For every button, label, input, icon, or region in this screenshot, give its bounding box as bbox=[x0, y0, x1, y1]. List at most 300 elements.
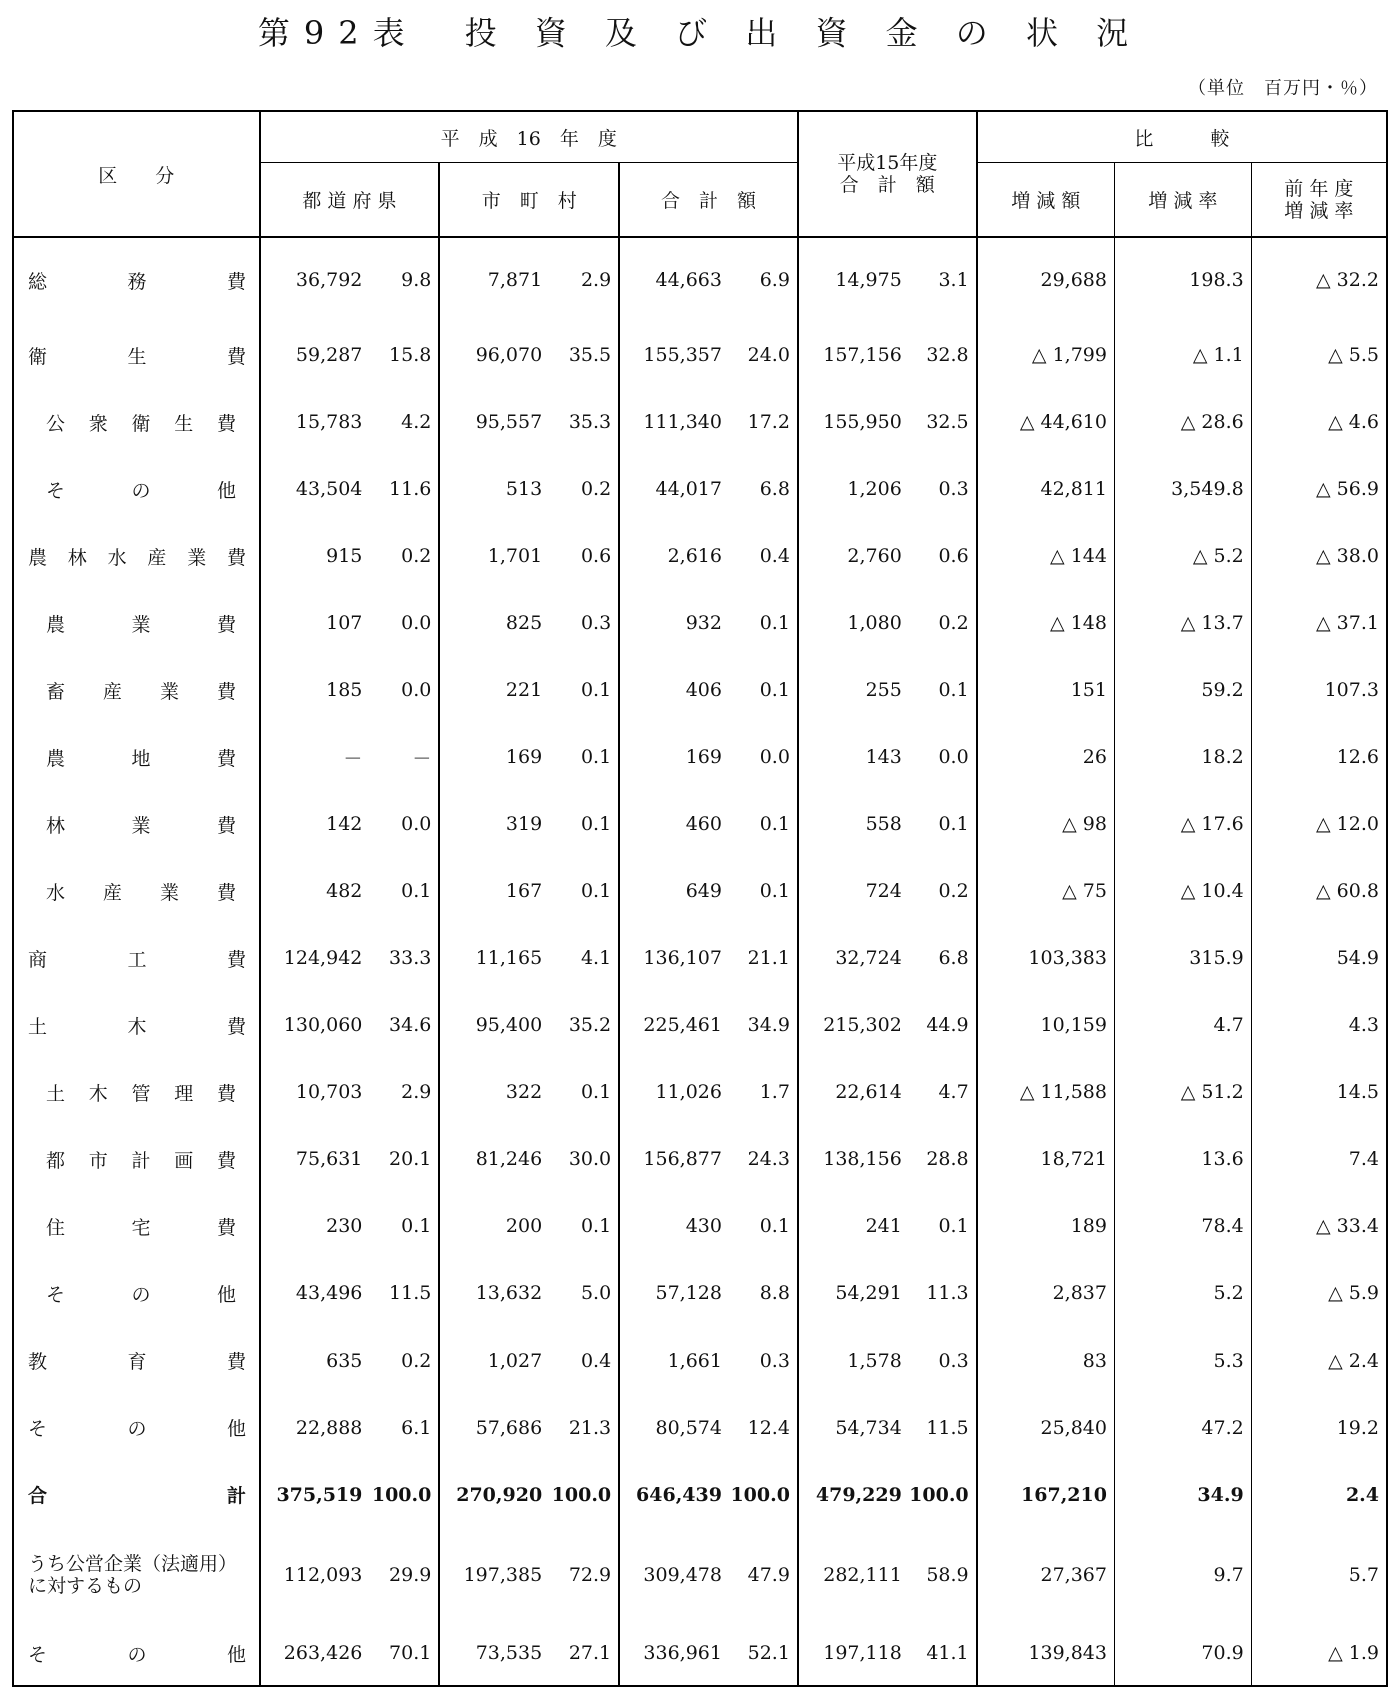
cell-pref-pct: 100.0 bbox=[369, 1461, 439, 1528]
cell-rate: 34.9 bbox=[1114, 1461, 1251, 1528]
cell-muni-pct: 5.0 bbox=[549, 1260, 619, 1327]
cell-total-pct: 0.1 bbox=[729, 791, 798, 858]
cell-total-pct: 0.3 bbox=[729, 1327, 798, 1394]
cell-fy15-pct: 28.8 bbox=[909, 1126, 977, 1193]
cell-pref-pct: 29.9 bbox=[369, 1528, 439, 1621]
row-label-text: 総 務 費 bbox=[28, 270, 246, 293]
cell-total: 111,340 bbox=[643, 411, 722, 434]
cell-muni-pct: 0.3 bbox=[549, 590, 619, 657]
cell-muni-pct: 0.4 bbox=[549, 1327, 619, 1394]
row-label bbox=[13, 523, 260, 590]
cell-muni-pct: 72.9 bbox=[549, 1528, 619, 1621]
cell-fy15: 724 bbox=[865, 880, 902, 903]
cell-total: 932 bbox=[685, 612, 722, 635]
cell-total-pct: 17.2 bbox=[729, 389, 798, 456]
cell-pref-pct: 20.1 bbox=[369, 1126, 439, 1193]
header-category: 区 分 bbox=[13, 111, 260, 237]
cell-pref-pct: 0.0 bbox=[369, 590, 439, 657]
cell-fy15-pct: 44.9 bbox=[909, 992, 977, 1059]
cell-pref: 124,942 bbox=[283, 947, 363, 970]
cell-pref-pct: 15.8 bbox=[369, 322, 439, 389]
cell-rate: 9.7 bbox=[1114, 1528, 1251, 1621]
cell-muni: 11,165 bbox=[475, 947, 543, 970]
header-change-rate: 増 減 率 bbox=[1114, 163, 1251, 238]
cell-total: 156,877 bbox=[643, 1148, 722, 1171]
cell-total: 406 bbox=[685, 679, 722, 702]
cell-muni: 96,070 bbox=[475, 344, 543, 367]
cell-prev: △ 5.5 bbox=[1251, 322, 1387, 389]
cell-total-pct: 0.1 bbox=[729, 590, 798, 657]
cell-diff: △ 1,799 bbox=[977, 322, 1115, 389]
cell-prev: 12.6 bbox=[1251, 724, 1387, 791]
cell-rate: 78.4 bbox=[1114, 1193, 1251, 1260]
cell-fy15: 241 bbox=[865, 1215, 902, 1238]
cell-rate: 315.9 bbox=[1114, 925, 1251, 992]
cell-diff: 2,837 bbox=[977, 1260, 1115, 1327]
cell-pref-pct: 0.1 bbox=[369, 1193, 439, 1260]
row-label-text: そ の 他 bbox=[28, 1643, 246, 1666]
cell-total: 44,017 bbox=[655, 478, 722, 501]
table-row bbox=[13, 992, 1387, 1059]
cell-total-pct: 21.1 bbox=[729, 925, 798, 992]
cell-muni-pct: 35.2 bbox=[549, 992, 619, 1059]
cell-muni: 1,027 bbox=[487, 1349, 543, 1372]
table-row bbox=[13, 1528, 1387, 1621]
cell-rate: △ 17.6 bbox=[1114, 791, 1251, 858]
row-label-text: 衛 生 費 bbox=[28, 345, 246, 368]
cell-total: 649 bbox=[685, 880, 722, 903]
row-label-text: 土 木 費 bbox=[28, 1015, 246, 1038]
cell-pref: 915 bbox=[326, 545, 363, 568]
cell-total: 336,961 bbox=[619, 1621, 729, 1686]
cell-fy15-pct: 0.2 bbox=[909, 590, 977, 657]
table-row bbox=[13, 322, 1387, 389]
header-prefecture: 都 道 府 県 bbox=[260, 163, 440, 238]
cell-muni-pct: 27.1 bbox=[549, 1621, 619, 1686]
cell-muni: 95,557 bbox=[475, 411, 543, 434]
cell-muni-pct: 0.1 bbox=[549, 1193, 619, 1260]
cell-prev: △ 33.4 bbox=[1251, 1193, 1387, 1260]
cell-rate: △ 28.6 bbox=[1114, 389, 1251, 456]
cell-pref-pct: 0.2 bbox=[369, 1327, 439, 1394]
cell-pref: 10,703 bbox=[295, 1081, 363, 1104]
cell-fy15-pct: 100.0 bbox=[909, 1461, 977, 1528]
table-row bbox=[13, 1621, 1387, 1686]
row-label-text: そ の 他 bbox=[46, 1283, 236, 1306]
table-row bbox=[13, 1126, 1387, 1193]
row-label-text: そ の 他 bbox=[28, 1418, 246, 1441]
cell-fy15: 143 bbox=[865, 746, 902, 769]
cell-prev: △ 12.0 bbox=[1251, 791, 1387, 858]
cell-pref: 375,519 bbox=[276, 1483, 363, 1506]
header-fy15 bbox=[798, 111, 977, 237]
cell-prev: △ 60.8 bbox=[1251, 858, 1387, 925]
investment-table bbox=[12, 110, 1388, 1687]
table-row bbox=[13, 1193, 1387, 1260]
cell-pref: 43,504 bbox=[295, 478, 363, 501]
table-row bbox=[13, 590, 1387, 657]
cell-fy15-pct: 6.8 bbox=[909, 925, 977, 992]
cell-fy15-pct: 41.1 bbox=[909, 1621, 977, 1686]
cell-fy15-pct: 0.1 bbox=[909, 657, 977, 724]
cell-muni: 825 bbox=[505, 612, 543, 635]
row-label bbox=[13, 590, 260, 657]
header-total: 合 計 額 bbox=[619, 163, 798, 238]
cell-fy15: 255 bbox=[865, 679, 902, 702]
cell-total: 155,357 bbox=[643, 344, 722, 367]
cell-fy15: 22,614 bbox=[835, 1081, 902, 1104]
table-row bbox=[13, 1461, 1387, 1528]
cell-muni: 7,871 bbox=[487, 269, 543, 292]
cell-pref: 263,426 bbox=[260, 1621, 370, 1686]
cell-fy15: 157,156 bbox=[823, 344, 902, 367]
cell-diff: 189 bbox=[977, 1193, 1115, 1260]
cell-total-pct: 34.9 bbox=[729, 992, 798, 1059]
row-label-text: 土 木 管 理 費 bbox=[46, 1082, 236, 1105]
cell-pref-pct: 0.1 bbox=[369, 858, 439, 925]
cell-muni-pct: 4.1 bbox=[549, 925, 619, 992]
cell-total-pct: 8.8 bbox=[729, 1260, 798, 1327]
cell-fy15: 2,760 bbox=[847, 545, 902, 568]
row-label bbox=[13, 791, 260, 858]
row-label-text: 都 市 計 画 費 bbox=[46, 1149, 236, 1172]
row-label bbox=[13, 858, 260, 925]
row-label bbox=[13, 1621, 260, 1686]
table-row bbox=[13, 1260, 1387, 1327]
table-row bbox=[13, 724, 1387, 791]
cell-fy15-pct: 0.1 bbox=[909, 791, 977, 858]
cell-prev: △ 38.0 bbox=[1251, 523, 1387, 590]
cell-prev: 19.2 bbox=[1251, 1394, 1387, 1461]
cell-diff: △ 75 bbox=[977, 858, 1115, 925]
cell-total: 309,478 bbox=[643, 1563, 722, 1586]
cell-pref-pct: － bbox=[369, 724, 439, 791]
cell-diff: 18,721 bbox=[977, 1126, 1115, 1193]
row-label bbox=[13, 456, 260, 523]
cell-rate: △ 5.2 bbox=[1114, 523, 1251, 590]
cell-muni: 270,920 bbox=[456, 1483, 543, 1506]
cell-muni: 513 bbox=[505, 478, 543, 501]
cell-fy15-pct: 3.1 bbox=[909, 237, 977, 321]
cell-muni: 95,400 bbox=[475, 1014, 543, 1037]
header-change-amount: 増 減 額 bbox=[977, 163, 1115, 238]
cell-diff: △ 144 bbox=[977, 523, 1115, 590]
cell-total-pct: 100.0 bbox=[729, 1461, 798, 1528]
cell-fy15: 282,111 bbox=[823, 1563, 902, 1586]
cell-total: 11,026 bbox=[655, 1081, 722, 1104]
row-label bbox=[13, 925, 260, 992]
cell-rate: △ 10.4 bbox=[1114, 858, 1251, 925]
cell-rate: 198.3 bbox=[1114, 237, 1251, 321]
cell-diff: 151 bbox=[977, 657, 1115, 724]
table-row bbox=[13, 657, 1387, 724]
cell-total-pct: 1.7 bbox=[729, 1059, 798, 1126]
cell-fy15: 558 bbox=[865, 813, 902, 836]
cell-muni: 319 bbox=[505, 813, 543, 836]
row-label bbox=[13, 1193, 260, 1260]
cell-total-pct: 6.9 bbox=[729, 237, 798, 321]
cell-pref-pct: 34.6 bbox=[369, 992, 439, 1059]
unit-note: （単位 百万円・％） bbox=[1188, 78, 1378, 99]
row-label bbox=[13, 724, 260, 791]
cell-fy15: 1,080 bbox=[847, 612, 902, 635]
row-label-text: 農 林 水 産 業 費 bbox=[28, 546, 246, 569]
cell-muni: 167 bbox=[505, 880, 543, 903]
cell-fy15: 479,229 bbox=[815, 1483, 902, 1506]
cell-prev: △ 37.1 bbox=[1251, 590, 1387, 657]
cell-total-pct: 24.3 bbox=[729, 1126, 798, 1193]
cell-pref-pct: 11.5 bbox=[369, 1260, 439, 1327]
cell-pref: 230 bbox=[326, 1215, 363, 1238]
cell-fy15: 215,302 bbox=[823, 1014, 902, 1037]
cell-rate: 5.3 bbox=[1114, 1327, 1251, 1394]
table-row bbox=[13, 791, 1387, 858]
cell-total-pct: 12.4 bbox=[729, 1394, 798, 1461]
cell-rate: 47.2 bbox=[1114, 1394, 1251, 1461]
cell-pref-pct: 4.2 bbox=[369, 389, 439, 456]
row-label-text: 商 工 費 bbox=[28, 948, 246, 971]
cell-pref-pct: 0.0 bbox=[369, 791, 439, 858]
row-label bbox=[13, 237, 260, 321]
cell-rate: 18.2 bbox=[1114, 724, 1251, 791]
cell-muni: 221 bbox=[505, 679, 543, 702]
header-fy15-line1: 平成15年度 bbox=[837, 152, 938, 175]
cell-total: 460 bbox=[685, 813, 722, 836]
header-prev-line1: 前 年 度 bbox=[1284, 177, 1354, 200]
row-label-text: 林 業 費 bbox=[46, 814, 236, 837]
cell-total-pct: 0.0 bbox=[729, 724, 798, 791]
cell-rate: △ 51.2 bbox=[1114, 1059, 1251, 1126]
cell-muni-pct: 0.6 bbox=[549, 523, 619, 590]
cell-prev: 5.7 bbox=[1251, 1528, 1387, 1621]
cell-prev: △ 4.6 bbox=[1251, 389, 1387, 456]
cell-pref: 36,792 bbox=[295, 269, 363, 292]
row-label-text: 公 衆 衛 生 費 bbox=[46, 412, 236, 435]
cell-pref-pct: 6.1 bbox=[369, 1394, 439, 1461]
cell-fy15: 54,734 bbox=[835, 1416, 902, 1439]
cell-pref: 130,060 bbox=[283, 1014, 363, 1037]
cell-muni-pct: 21.3 bbox=[549, 1394, 619, 1461]
cell-pref-pct: 9.8 bbox=[369, 237, 439, 321]
cell-fy15-pct: 0.2 bbox=[909, 858, 977, 925]
cell-prev: △ 2.4 bbox=[1251, 1327, 1387, 1394]
cell-total: 430 bbox=[685, 1215, 722, 1238]
cell-total: 136,107 bbox=[643, 947, 722, 970]
cell-rate: 13.6 bbox=[1114, 1126, 1251, 1193]
cell-fy15: 32,724 bbox=[835, 947, 902, 970]
cell-fy15: 14,975 bbox=[835, 269, 902, 292]
cell-pref: － bbox=[343, 747, 363, 770]
table-row bbox=[13, 456, 1387, 523]
table-row bbox=[13, 237, 1387, 321]
cell-muni-pct: 0.1 bbox=[549, 791, 619, 858]
cell-muni: 57,686 bbox=[475, 1416, 543, 1439]
cell-rate: △ 1.1 bbox=[1114, 322, 1251, 389]
table-row bbox=[13, 1327, 1387, 1394]
row-label-text: そ の 他 bbox=[46, 479, 236, 502]
cell-rate: 70.9 bbox=[1114, 1621, 1251, 1686]
cell-prev: 14.5 bbox=[1251, 1059, 1387, 1126]
cell-muni-pct: 100.0 bbox=[549, 1461, 619, 1528]
row-label bbox=[13, 1126, 260, 1193]
cell-muni-pct: 35.5 bbox=[549, 322, 619, 389]
cell-diff: 25,840 bbox=[977, 1394, 1115, 1461]
cell-fy15-pct: 58.9 bbox=[909, 1528, 977, 1621]
cell-prev: 107.3 bbox=[1251, 657, 1387, 724]
row-label bbox=[13, 322, 260, 389]
row-label bbox=[13, 992, 260, 1059]
cell-diff: 10,159 bbox=[977, 992, 1115, 1059]
cell-pref: 142 bbox=[326, 813, 363, 836]
cell-diff: △ 44,610 bbox=[977, 389, 1115, 456]
cell-diff: 29,688 bbox=[977, 237, 1115, 321]
row-label-text: 農 地 費 bbox=[46, 747, 236, 770]
header-prev-rate bbox=[1251, 163, 1387, 238]
table-row bbox=[13, 925, 1387, 992]
cell-total: 646,439 bbox=[636, 1483, 722, 1506]
row-label-line1: うち公営企業（法適用） bbox=[28, 1552, 238, 1575]
cell-total: 2,616 bbox=[667, 545, 722, 568]
cell-muni-pct: 30.0 bbox=[549, 1126, 619, 1193]
cell-muni: 73,535 bbox=[439, 1621, 549, 1686]
cell-total-pct: 47.9 bbox=[729, 1528, 798, 1621]
cell-pref: 107 bbox=[326, 612, 363, 635]
cell-rate: 4.7 bbox=[1114, 992, 1251, 1059]
cell-fy15-pct: 0.3 bbox=[909, 456, 977, 523]
cell-pref: 482 bbox=[326, 880, 363, 903]
cell-pref: 43,496 bbox=[295, 1282, 363, 1305]
cell-diff: 42,811 bbox=[977, 456, 1115, 523]
header-municipality: 市 町 村 bbox=[439, 163, 619, 238]
cell-fy15-pct: 0.3 bbox=[909, 1327, 977, 1394]
cell-diff: 26 bbox=[977, 724, 1115, 791]
cell-muni-pct: 0.1 bbox=[549, 724, 619, 791]
row-label-text: 畜 産 業 費 bbox=[46, 680, 236, 703]
header-fy16: 平 成 16 年 度 bbox=[260, 111, 798, 163]
row-label-text: 教 育 費 bbox=[28, 1351, 246, 1373]
row-label bbox=[13, 1260, 260, 1327]
row-label bbox=[13, 1059, 260, 1126]
cell-pref: 15,783 bbox=[295, 411, 363, 434]
table-row bbox=[13, 1394, 1387, 1461]
cell-rate: 5.2 bbox=[1114, 1260, 1251, 1327]
cell-total-pct: 0.1 bbox=[729, 1193, 798, 1260]
row-label bbox=[13, 389, 260, 456]
cell-prev: △ 32.2 bbox=[1251, 237, 1387, 321]
cell-muni: 81,246 bbox=[475, 1148, 543, 1171]
header-comparison: 比 較 bbox=[977, 111, 1387, 163]
cell-rate: 3,549.8 bbox=[1114, 456, 1251, 523]
cell-fy15: 138,156 bbox=[823, 1148, 902, 1171]
cell-diff: △ 148 bbox=[977, 590, 1115, 657]
cell-total: 1,661 bbox=[667, 1349, 722, 1372]
table-title: 第92表 投 資 及 び 出 資 金 の 状 況 bbox=[257, 14, 1143, 52]
table-row bbox=[13, 523, 1387, 590]
cell-total-pct: 52.1 bbox=[729, 1621, 798, 1686]
cell-prev: △ 5.9 bbox=[1251, 1260, 1387, 1327]
cell-pref-pct: 33.3 bbox=[369, 925, 439, 992]
cell-pref-pct: 0.0 bbox=[369, 657, 439, 724]
cell-rate: △ 13.7 bbox=[1114, 590, 1251, 657]
cell-diff: △ 11,588 bbox=[977, 1059, 1115, 1126]
cell-fy15: 54,291 bbox=[835, 1282, 902, 1305]
cell-diff: 27,367 bbox=[977, 1528, 1115, 1621]
cell-fy15-pct: 0.0 bbox=[909, 724, 977, 791]
cell-diff: 139,843 bbox=[977, 1621, 1115, 1686]
cell-prev: 2.4 bbox=[1251, 1461, 1387, 1528]
cell-muni: 13,632 bbox=[475, 1282, 543, 1305]
cell-muni-pct: 0.1 bbox=[549, 858, 619, 925]
header-fy15-line2: 合 計 額 bbox=[839, 174, 935, 197]
cell-pref: 22,888 bbox=[295, 1416, 363, 1439]
cell-pref: 59,287 bbox=[295, 344, 363, 367]
cell-prev: 54.9 bbox=[1251, 925, 1387, 992]
cell-pref-pct: 11.6 bbox=[369, 456, 439, 523]
cell-fy15-pct: 4.7 bbox=[909, 1059, 977, 1126]
row-label-text: 水 産 業 費 bbox=[46, 881, 236, 904]
cell-diff: 83 bbox=[977, 1327, 1115, 1394]
cell-fy15-pct: 11.5 bbox=[909, 1394, 977, 1461]
row-label bbox=[13, 1394, 260, 1461]
cell-pref: 112,093 bbox=[283, 1563, 363, 1586]
table-row bbox=[13, 858, 1387, 925]
row-label-line2: に対するもの bbox=[28, 1574, 143, 1597]
row-label bbox=[13, 1528, 260, 1621]
cell-muni: 169 bbox=[505, 746, 543, 769]
cell-fy15: 1,206 bbox=[847, 478, 902, 501]
cell-fy15-pct: 32.8 bbox=[909, 322, 977, 389]
cell-muni-pct: 35.3 bbox=[549, 389, 619, 456]
cell-total: 169 bbox=[685, 746, 722, 769]
cell-diff: 167,210 bbox=[977, 1461, 1115, 1528]
cell-pref-pct: 2.9 bbox=[369, 1059, 439, 1126]
cell-muni-pct: 2.9 bbox=[549, 237, 619, 321]
cell-muni: 200 bbox=[505, 1215, 543, 1238]
cell-muni: 197,385 bbox=[463, 1563, 543, 1586]
cell-pref: 185 bbox=[326, 679, 363, 702]
cell-muni: 322 bbox=[505, 1081, 543, 1104]
cell-total-pct: 24.0 bbox=[729, 322, 798, 389]
cell-fy15-pct: 32.5 bbox=[909, 389, 977, 456]
cell-pref: 635 bbox=[326, 1349, 363, 1372]
cell-diff: △ 98 bbox=[977, 791, 1115, 858]
cell-fy15-pct: 11.3 bbox=[909, 1260, 977, 1327]
cell-prev: △ 56.9 bbox=[1251, 456, 1387, 523]
cell-prev: 7.4 bbox=[1251, 1126, 1387, 1193]
row-label bbox=[13, 1461, 260, 1528]
cell-total-pct: 6.8 bbox=[729, 456, 798, 523]
cell-pref-pct: 0.2 bbox=[369, 523, 439, 590]
cell-fy15-pct: 0.1 bbox=[909, 1193, 977, 1260]
cell-total-pct: 0.4 bbox=[729, 523, 798, 590]
cell-rate: 59.2 bbox=[1114, 657, 1251, 724]
row-label-text: 住 宅 費 bbox=[46, 1216, 236, 1239]
row-label-text: 合 計 bbox=[28, 1485, 246, 1508]
cell-muni-pct: 0.2 bbox=[549, 456, 619, 523]
cell-pref-pct: 70.1 bbox=[369, 1621, 439, 1686]
cell-total: 44,663 bbox=[655, 269, 722, 292]
row-label bbox=[13, 657, 260, 724]
cell-diff: 103,383 bbox=[977, 925, 1115, 992]
row-label bbox=[13, 1327, 260, 1394]
row-label-text: 農 業 費 bbox=[46, 613, 236, 636]
cell-total: 57,128 bbox=[655, 1282, 722, 1305]
table-row bbox=[13, 389, 1387, 456]
cell-fy15: 155,950 bbox=[823, 411, 902, 434]
cell-fy15: 1,578 bbox=[847, 1349, 902, 1372]
cell-prev: 4.3 bbox=[1251, 992, 1387, 1059]
cell-fy15-pct: 0.6 bbox=[909, 523, 977, 590]
